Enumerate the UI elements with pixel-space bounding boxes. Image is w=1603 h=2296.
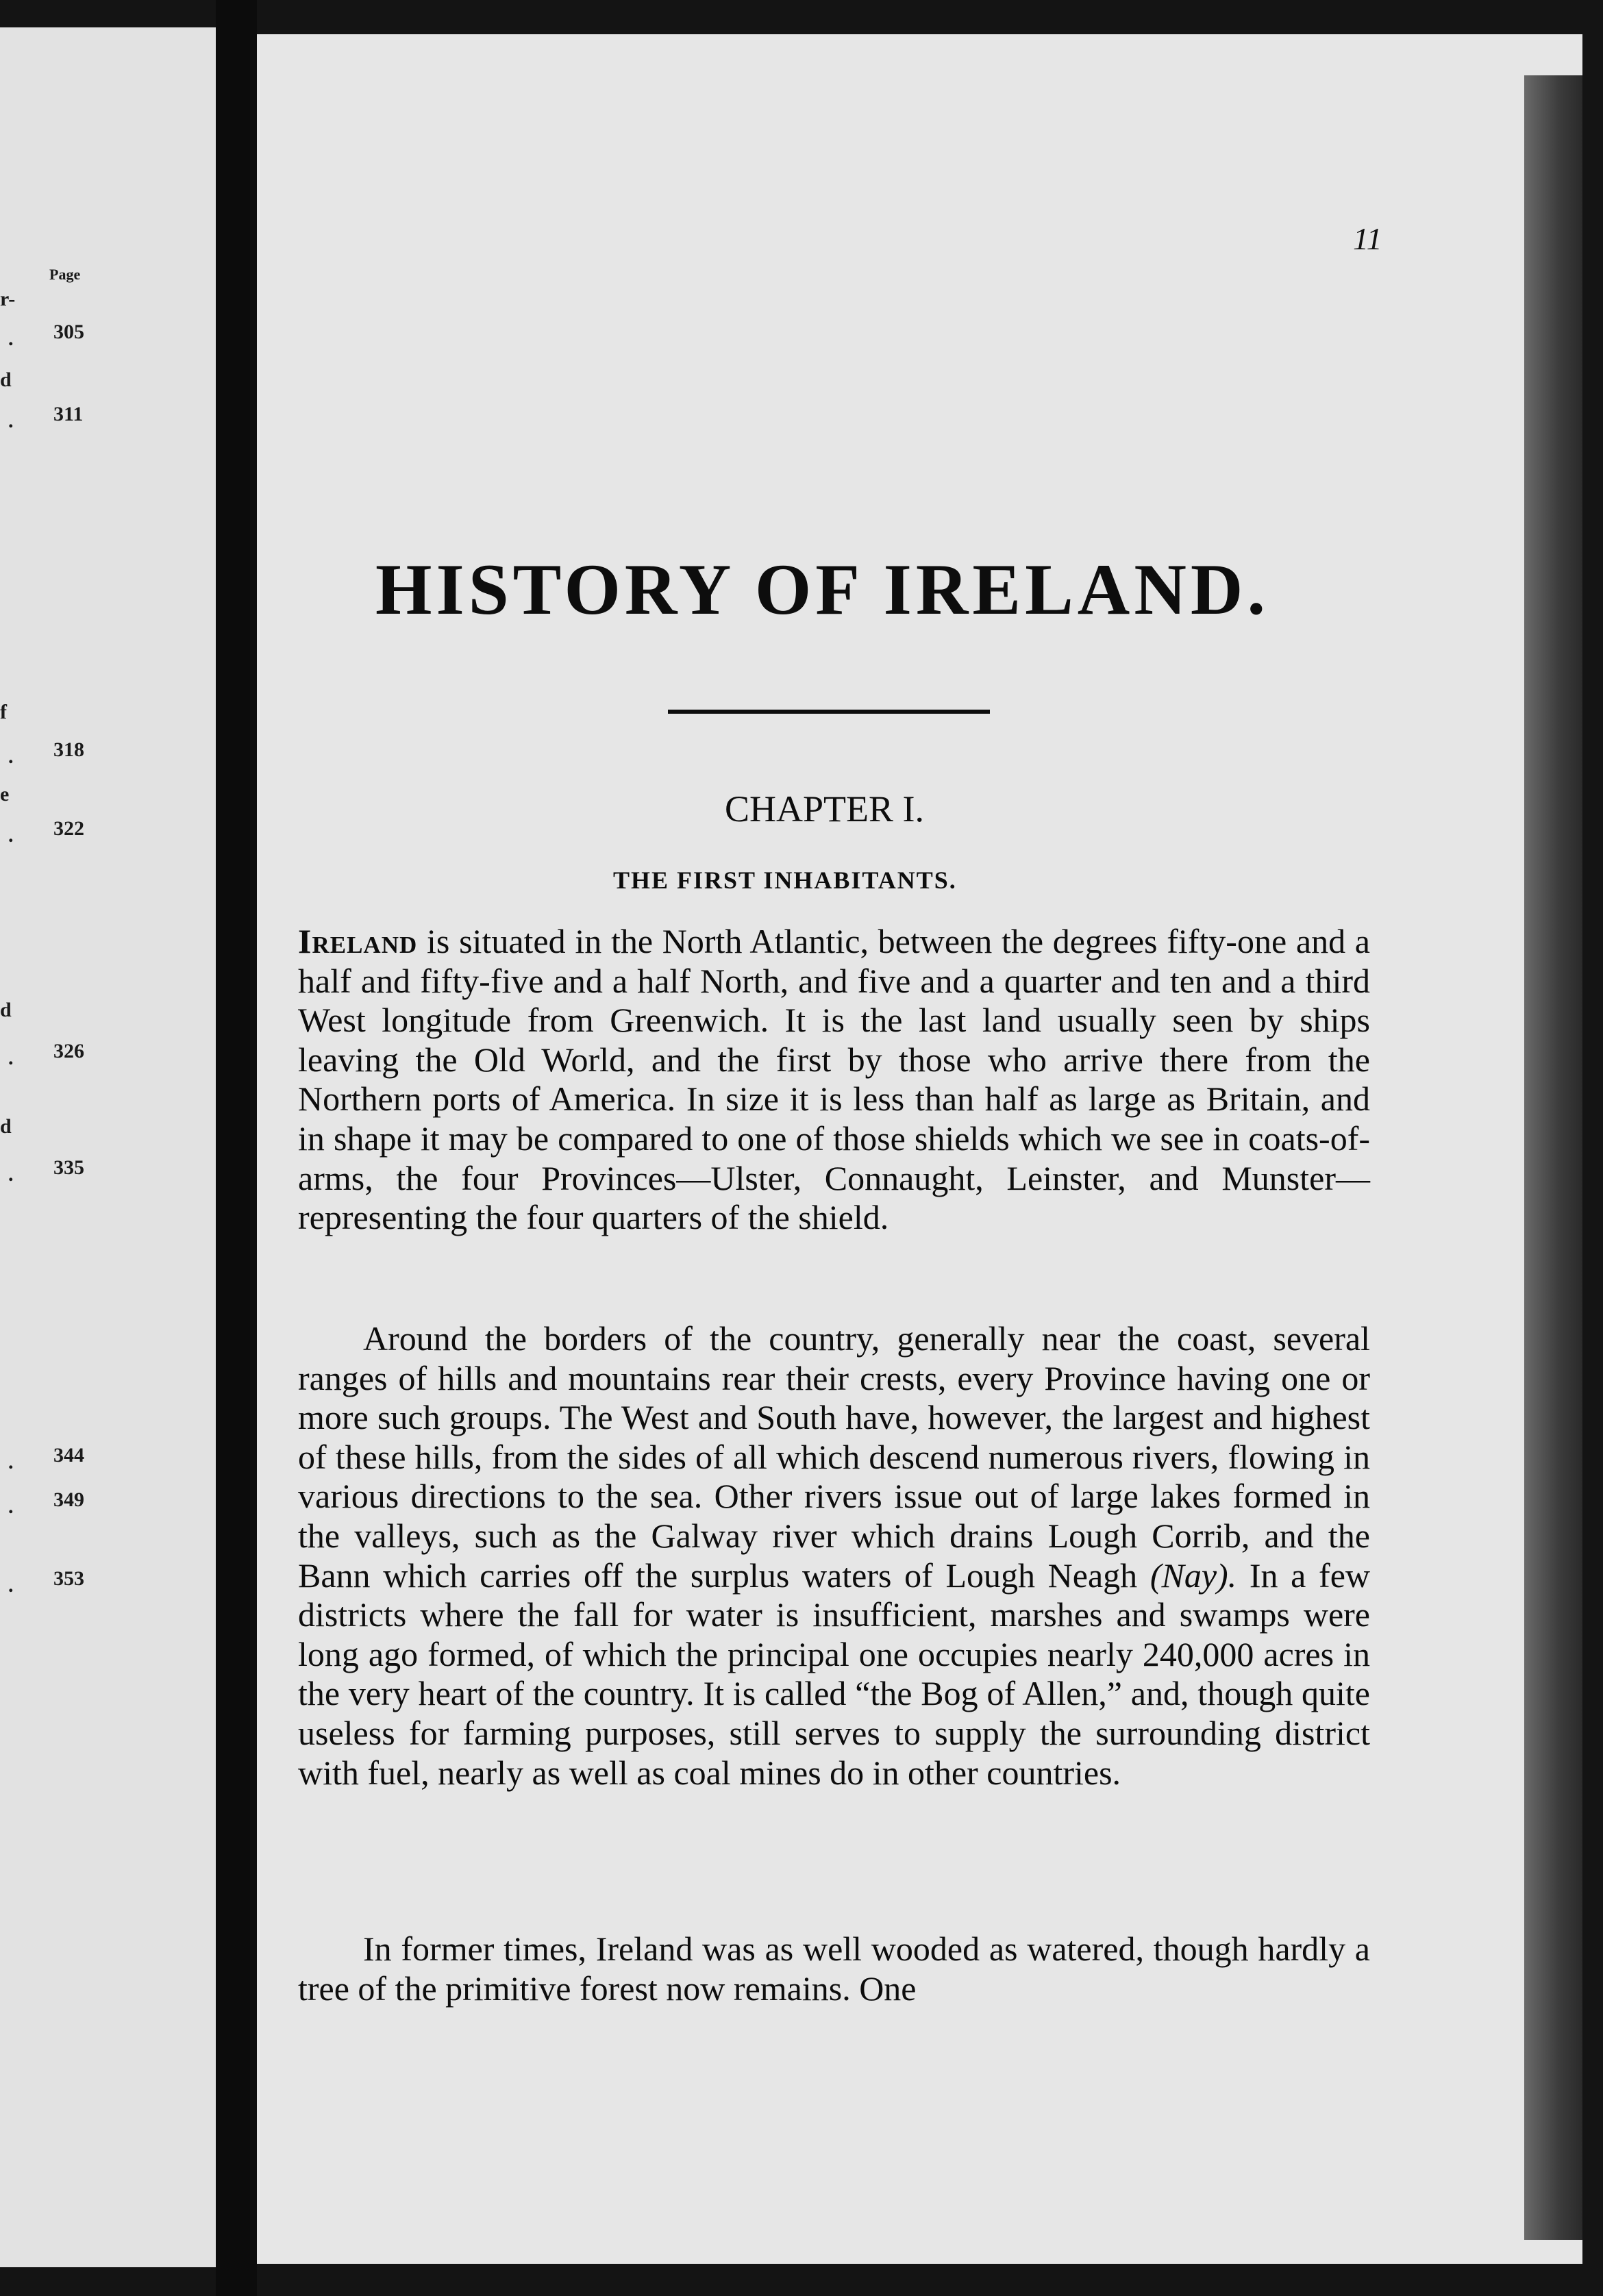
left-page-number: 344 — [53, 1444, 84, 1467]
left-page-number: 322 — [53, 817, 84, 840]
left-page-number: 311 — [53, 403, 84, 425]
left-page-fragment: d — [0, 369, 12, 391]
leader-dot: . — [8, 327, 14, 350]
page-edge — [1524, 75, 1582, 2240]
paragraph-text: Around the borders of the country, generally near the coast, several ranges of hills and mountains rear their crests, every Province having one or more such groups. The West and South have, however, the largest and highest of these hills, from the sides of all which descend numerous rivers, flowing in various directions to the sea. Other rivers issue out of large lakes formed in the valleys, such as the Galway river which drains Lough Corrib, and the Bann which carries off the surplus waters of Lough Neagh — [298, 1319, 1370, 1595]
title-rule — [668, 710, 990, 714]
left-page-number: 326 — [53, 1040, 84, 1062]
book-title: HISTORY OF IRELAND. — [375, 549, 1269, 629]
paragraph-1 — [298, 922, 1370, 1238]
paragraph-2 — [298, 1319, 1370, 1793]
paragraph-italic-text: (Nay). — [1150, 1556, 1237, 1595]
leader-dot: . — [8, 410, 14, 432]
left-page-number: 349 — [53, 1488, 84, 1511]
leader-dot: . — [8, 1047, 14, 1069]
left-page-fragment: e — [0, 783, 10, 806]
left-page-number: 353 — [53, 1567, 84, 1590]
leader-dot: . — [8, 1451, 14, 1473]
left-page-fragment: f — [0, 701, 7, 723]
paragraph-text: In a few districts where the fall for water is insufficient, marshes and swamps were long ago formed, of which the principal one occupies nearly 240,000 acres in the very heart of the country. It is called “the Bog of Allen,” and, though quite useless for farming purposes, still serves to supply the surrounding district with fuel, nearly as well as coal mines do in other countries. — [298, 1556, 1370, 1792]
left-page-fragment: d — [0, 1115, 12, 1138]
chapter-heading: CHAPTER I. — [725, 788, 925, 829]
left-facing-page — [0, 27, 216, 2267]
left-page-number: 305 — [53, 321, 84, 343]
paragraph-text: is situated in the North Atlantic, between the degrees fifty-one and a half and fifty-five and a half North, and five and a quarter and ten and a third West longitude from Greenwich. It is the last land usually seen by ships leaving the Old World, and the first by those who arrive there from the Northern ports of America. In size it is less than half as large as Britain, and in shape it may be compared to one of those shields which we see in coats-of-arms, the four Provinces—Ulster, Connaught, Leinster, and Munster—representing the four quarters of the shield. — [298, 922, 1370, 1237]
leader-dot: . — [8, 1163, 14, 1186]
book-gutter — [216, 0, 257, 2296]
left-page-number: 318 — [53, 738, 84, 761]
page-number: 11 — [1353, 221, 1382, 256]
chapter-subtitle: THE FIRST INHABITANTS. — [613, 866, 957, 894]
left-page-number: 335 — [53, 1156, 84, 1179]
paragraph-lead-word: Ireland — [298, 922, 418, 960]
left-page-header: Page — [49, 266, 81, 283]
leader-dot: . — [8, 824, 14, 847]
leader-dot: . — [8, 1495, 14, 1518]
left-page-fragment: d — [0, 999, 12, 1021]
leader-dot: . — [8, 745, 14, 768]
leader-dot: . — [8, 1574, 14, 1597]
left-page-fragment: r- — [0, 288, 16, 310]
paragraph-3: In former times, Ireland was as well wooded as watered, though hardly a tree of the primitive forest now remains. One — [298, 1930, 1370, 2008]
